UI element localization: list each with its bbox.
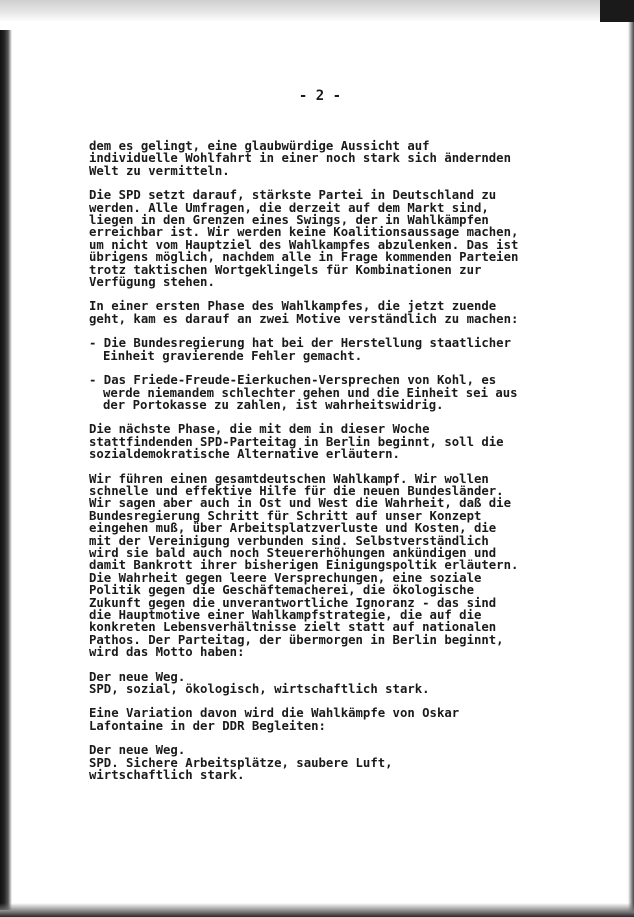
paragraph xyxy=(89,423,529,460)
text-line: In einer ersten Phase des Wahlkampfes, die jetzt zuende xyxy=(89,299,497,314)
paragraph xyxy=(89,140,529,177)
text-line: Wir führen einen gesamtdeutschen Wahlkampf. Wir wollen xyxy=(89,471,489,486)
text-line: - Das Friede-Freude-Eierkuchen-Versprechen von Kohl, es xyxy=(89,373,497,388)
text-line: Eine Variation davon wird die Wahlkämpfe von Oskar xyxy=(89,706,460,721)
text-line: Der neue Weg. xyxy=(89,669,186,684)
text-line: dem es gelingt, eine glaubwürdige Aussicht auf xyxy=(89,139,430,153)
paragraph xyxy=(89,473,529,659)
text-line: - Die Bundesregierung hat bei der Herstellung staatlicher xyxy=(89,336,511,351)
text-line: wirtschaftlich stark. xyxy=(89,768,245,783)
text-line: trotz taktischen Wortgeklingels für Kombinationen zur xyxy=(89,262,482,277)
list-item xyxy=(89,374,529,411)
text-line: erreichbar ist. Wir werden keine Koalitionsaussage machen, xyxy=(89,225,519,240)
text-line: Bundesregierung Schritt für Schritt auf unser Konzept xyxy=(89,508,482,523)
list-item xyxy=(89,337,529,362)
motto-block xyxy=(89,671,529,696)
text-line: um nicht vom Hauptziel des Wahlkampfes abzulenken. Das ist xyxy=(89,237,519,252)
text-line: schnelle und effektive Hilfe für die neuen Bundesländer. xyxy=(89,483,504,498)
text-line: SPD, sozial, ökologisch, wirtschaftlich stark. xyxy=(89,682,430,697)
scan-edge-left xyxy=(0,30,12,910)
page-number: - 2 - xyxy=(298,88,342,104)
text-line: Pathos. Der Parteitag, der übermorgen in Berlin beginnt, xyxy=(89,632,504,647)
text-line: werde niemandem schlechter gehen und die Einheit sei aus xyxy=(103,385,518,400)
text-line: SPD. Sichere Arbeitsplätze, saubere Luft, xyxy=(89,755,393,770)
text-line: Zukunft gegen die unverantwortliche Ignoranz - das sind xyxy=(89,595,497,610)
text-line: geht, kam es darauf an zwei Motive verständlich zu machen: xyxy=(89,311,519,326)
text-line: Verfügung stehen. xyxy=(89,275,215,290)
text-line: der Portokasse zu zahlen, ist wahrheitswidrig. xyxy=(103,397,444,412)
text-line: individuelle Wohlfahrt in einer noch stark sich ändernden xyxy=(89,151,511,166)
text-line: stattfindenden SPD-Parteitag in Berlin beginnt, soll die xyxy=(89,434,504,449)
text-line: wird sie bald auch noch Steuererhöhungen ankündigen und xyxy=(89,545,497,560)
paragraph xyxy=(89,189,529,288)
text-line: Politik gegen die Geschäftemacherei, die ökologische xyxy=(89,583,474,598)
text-line: Die Wahrheit gegen leere Versprechungen, eine soziale xyxy=(89,570,482,585)
text-line: Lafontaine in der DDR Begleiten: xyxy=(89,718,326,733)
text-line: Wir sagen aber auch in Ost und West die Wahrheit, daß die xyxy=(89,496,511,511)
text-line: eingehen muß, über Arbeitsplatzverluste und Kosten, die xyxy=(89,521,497,536)
text-line: damit Bankrott ihrer bisherigen Einigungspoltik erläutern. xyxy=(89,558,519,573)
text-line: Die nächste Phase, die mit dem in dieser Woche xyxy=(89,422,430,437)
text-line: Der neue Weg. xyxy=(89,743,186,758)
text-line: übrigens möglich, nachdem alle in Frage kommenden Parteien xyxy=(89,250,519,265)
text-line: Die SPD setzt darauf, stärkste Partei in Deutschland zu xyxy=(89,188,497,203)
scan-edge-top xyxy=(0,0,634,22)
scan-edge-right xyxy=(628,22,634,917)
text-line: liegen in den Grenzen eines Swings, der in Wahlkämpfen xyxy=(89,213,489,228)
scan-edge-top-right xyxy=(600,0,634,22)
text-line: Welt zu vermitteln. xyxy=(89,163,230,178)
scan-edge-bottom xyxy=(0,903,634,917)
text-line: Einheit gravierende Fehler gemacht. xyxy=(103,348,363,363)
text-line: sozialdemokratische Alternative erläutern. xyxy=(89,447,400,462)
text-line: wird das Motto haben: xyxy=(89,645,245,660)
text-line: mit der Vereinigung verbunden sind. Selbstverständlich xyxy=(89,533,489,548)
paragraph xyxy=(89,300,529,325)
text-line: die Hauptmotive einer Wahlkampfstrategie, die auf die xyxy=(89,608,482,622)
text-line: konkreten Lebensverhältnisse zielt statt auf nationalen xyxy=(89,620,497,635)
text-line: werden. Alle Umfragen, die derzeit auf dem Markt sind, xyxy=(89,200,489,215)
document-body xyxy=(89,140,529,793)
motto-variation-block xyxy=(89,744,529,781)
paragraph xyxy=(89,707,529,732)
